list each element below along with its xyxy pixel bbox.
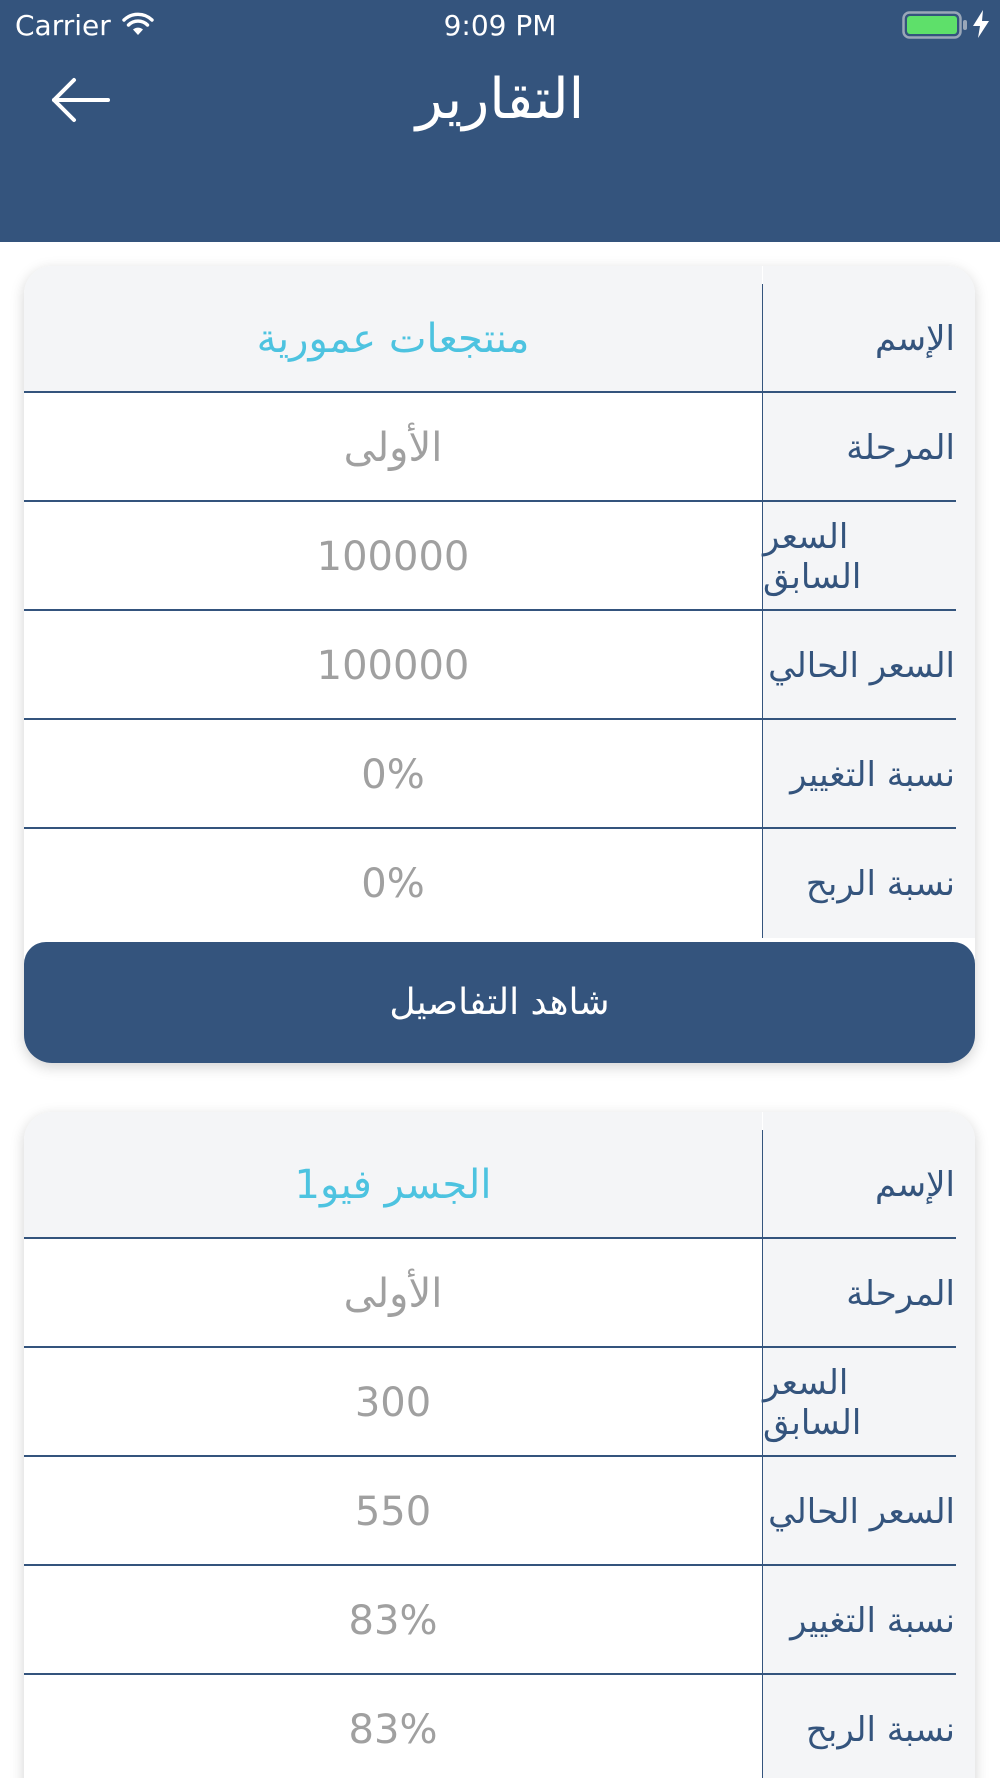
previous-price-value: 100000 bbox=[316, 533, 470, 580]
stage-value: الأولى bbox=[343, 424, 443, 471]
current-price-label: السعر الحالي bbox=[763, 611, 975, 720]
table-row bbox=[24, 1457, 975, 1566]
previous-price-value: 300 bbox=[354, 1379, 432, 1426]
table-row bbox=[24, 266, 975, 393]
change-rate-label: نسبة التغيير bbox=[763, 1566, 975, 1675]
profit-rate-value: 83% bbox=[348, 1706, 438, 1753]
table-row bbox=[24, 611, 975, 720]
stage-label: المرحلة bbox=[763, 1239, 975, 1348]
previous-price-label: السعر السابق bbox=[763, 502, 975, 611]
header bbox=[0, 0, 1000, 242]
table-row bbox=[24, 1239, 975, 1348]
charging-bolt-icon bbox=[970, 9, 992, 39]
profit-rate-label: نسبة الربح bbox=[763, 829, 975, 938]
project-name-value: منتجعات عمورية bbox=[24, 266, 762, 393]
report-card bbox=[24, 1112, 975, 1778]
current-price-value: 550 bbox=[354, 1488, 432, 1535]
change-rate-label: نسبة التغيير bbox=[763, 720, 975, 829]
battery-icon bbox=[902, 11, 968, 39]
table-row bbox=[24, 720, 975, 829]
carrier-label: Carrier bbox=[15, 9, 111, 42]
previous-price-label: السعر السابق bbox=[763, 1348, 975, 1457]
name-label: الإسم bbox=[763, 266, 975, 393]
table-row bbox=[24, 1675, 975, 1778]
table-row bbox=[24, 1566, 975, 1675]
view-details-button[interactable]: شاهد التفاصيل bbox=[24, 942, 975, 1063]
project-name-value: الجسر فيو1 bbox=[24, 1112, 762, 1239]
profit-rate-label: نسبة الربح bbox=[763, 1675, 975, 1778]
name-label: الإسم bbox=[763, 1112, 975, 1239]
change-rate-value: 0% bbox=[361, 751, 425, 798]
page-title: التقارير bbox=[415, 67, 585, 132]
status-bar bbox=[0, 0, 1000, 52]
table-row bbox=[24, 829, 975, 938]
status-time: 9:09 PM bbox=[443, 9, 557, 42]
stage-value: الأولى bbox=[343, 1270, 443, 1317]
current-price-label: السعر الحالي bbox=[763, 1457, 975, 1566]
change-rate-value: 83% bbox=[348, 1597, 438, 1644]
table-row bbox=[24, 1112, 975, 1239]
current-price-value: 100000 bbox=[316, 642, 470, 689]
profit-rate-value: 0% bbox=[361, 860, 425, 907]
table-row bbox=[24, 1348, 975, 1457]
report-card bbox=[24, 266, 975, 1063]
table-row bbox=[24, 502, 975, 611]
table-row bbox=[24, 393, 975, 502]
stage-label: المرحلة bbox=[763, 393, 975, 502]
